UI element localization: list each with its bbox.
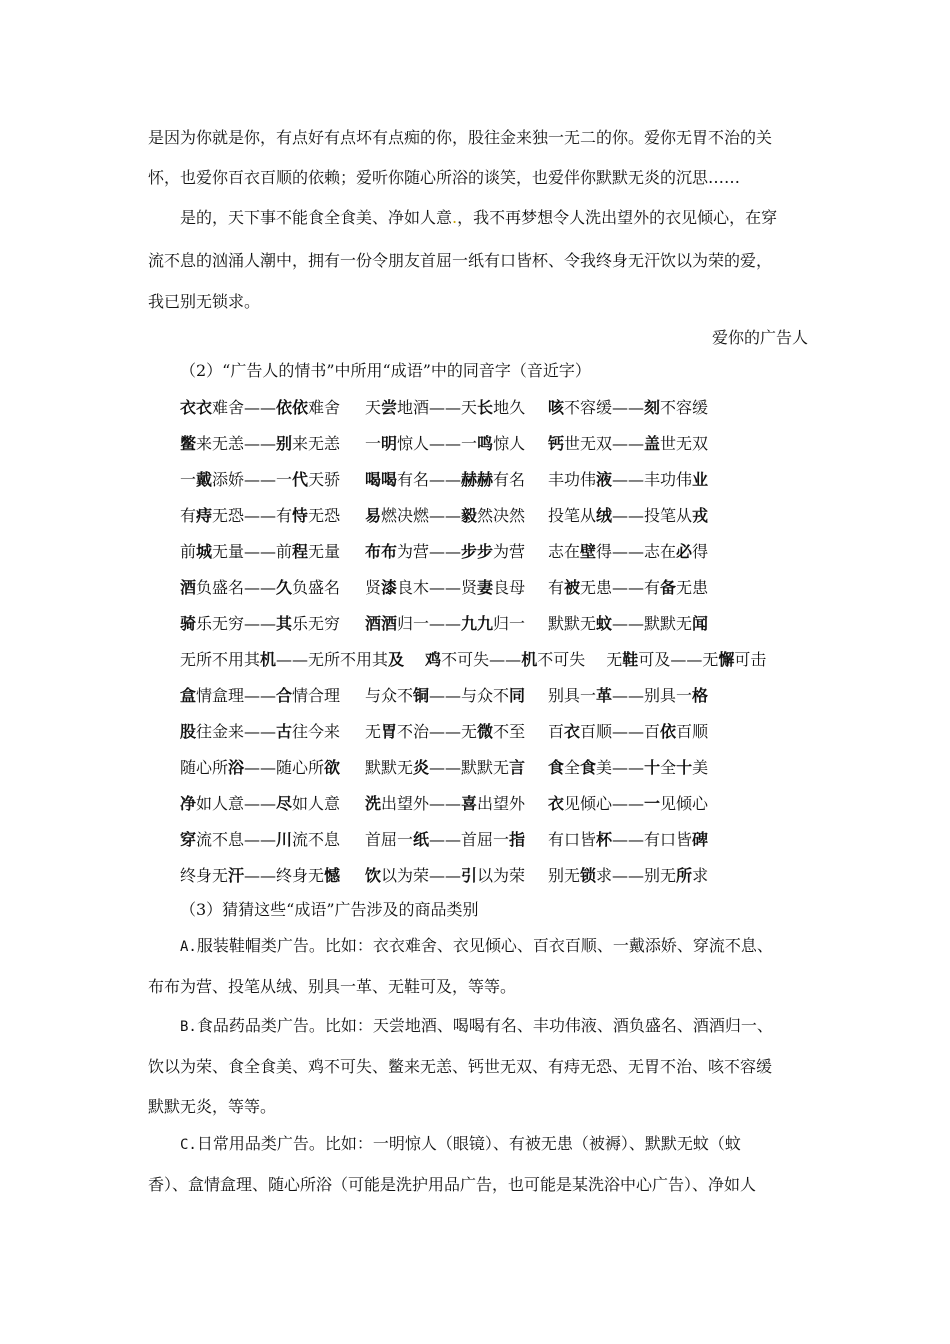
idiom-pair: 骑乐无穷——其乐无穷 <box>180 614 341 633</box>
category-b-line-3: 默默无炎，等等。 <box>148 1097 277 1116</box>
idiom-pair: 衣衣难舍——依依难舍 <box>180 398 341 417</box>
intro-line-3-b: ，我不再梦想令人洗出望外的衣见倾心，在穿 <box>457 208 778 227</box>
category-a-line-2: 布布为营、投笔从绒、别具一革、无鞋可及，等等。 <box>148 977 517 996</box>
category-c-line-2: 香）、盒情盒理、随心所浴（可能是洗护用品广告，也可能是某洗浴中心广告）、净如人 <box>148 1175 757 1194</box>
idiom-pair: 终身无汗——终身无憾 <box>180 866 341 885</box>
idiom-pair: 丰功伟液——丰功伟业 <box>548 470 709 489</box>
idiom-pair: 首屈一纸——首屈一指 <box>365 830 526 849</box>
intro-line-3 <box>180 205 840 228</box>
category-c-text-1: 日常用品类广告。比如：一明惊人（眼镜）、有被无患（被褥）、默默无蚊（蚊 <box>196 1134 741 1153</box>
category-a-line-1 <box>180 933 840 956</box>
category-b-label: B. <box>180 1019 197 1035</box>
idiom-pair: 穿流不息——川流不息 <box>180 830 341 849</box>
idiom-pair: 志在壁得——志在必得 <box>548 542 709 561</box>
idiom-row-special: 无所不用其机——无所不用其及 鸡不可失——机不可失 无鞋可及——无懈可击 <box>180 650 767 669</box>
section-2-title: （2）“广告人的情书”中所用“成语”中的同音字（音近字） <box>180 361 591 380</box>
idiom-pair: 有痔无恐——有恃无恐 <box>180 506 341 525</box>
intro-line-2: 怀，也爱你百衣百顺的依赖；爱听你随心所浴的谈笑，也爱伴你默默无炎的沉思…… <box>148 168 741 187</box>
idiom-pair: 默默无蚊——默默无闻 <box>548 614 709 633</box>
idiom-pair: 衣见倾心——一见倾心 <box>548 794 709 813</box>
idiom-pair: 洗出望外——喜出望外 <box>365 794 526 813</box>
idiom-pair: 净如人意——尽如人意 <box>180 794 341 813</box>
idiom-pair: 投笔从绒——投笔从戎 <box>548 506 709 525</box>
idiom-pair: 饮以为荣——引以为荣 <box>365 866 526 885</box>
category-b-text-1: 食品药品类广告。比如：天尝地酒、喝喝有名、丰功伟液、酒负盛名、酒酒归一、 <box>196 1016 773 1035</box>
category-a-text-1: 服装鞋帽类广告。比如：衣衣难舍、衣见倾心、百衣百顺、一戴添娇、穿流不息、 <box>196 936 773 955</box>
idiom-pair: 一戴添娇——一代天骄 <box>180 470 341 489</box>
intro-line-1: 是因为你就是你，有点好有点坏有点痴的你，股往金来独一无二的你。爱你无胃不治的关 <box>148 128 773 147</box>
idiom-pair: 无胃不治——无微不至 <box>365 722 526 741</box>
idiom-pair: 有被无患——有备无患 <box>548 578 709 597</box>
idiom-pair: 一明惊人——一鸣惊人 <box>365 434 526 453</box>
category-a-label: A. <box>180 939 197 955</box>
intro-line-4: 流不息的汹涌人潮中，拥有一份令朋友首屈一纸有口皆杯、令我终身无汗饮以为荣的爱， <box>148 251 773 270</box>
idiom-pair: 股往金来——古往今来 <box>180 722 341 741</box>
idiom-pair: 别无锁求——别无所求 <box>548 866 709 885</box>
category-b-line-1 <box>180 1013 840 1036</box>
idiom-pair: 布布为营——步步为营 <box>365 542 526 561</box>
idiom-pair: 盒情盒理——合情合理 <box>180 686 341 705</box>
idiom-pair: 酒酒归一——九九归一 <box>365 614 526 633</box>
idiom-pair: 别具一革——别具一格 <box>548 686 709 705</box>
signature: 爱你的广告人 <box>711 328 808 347</box>
idiom-pair: 百衣百顺——百依百顺 <box>548 722 709 741</box>
section-3-title: （3）猜猜这些“成语”广告涉及的商品类别 <box>180 900 479 919</box>
idiom-pair: 鳖来无恙——别来无恙 <box>180 434 341 453</box>
intro-line-5: 我已别无锁求。 <box>148 292 261 311</box>
idiom-pair: 贤漆良木——贤妻良母 <box>365 578 526 597</box>
intro-dot: . <box>452 208 458 227</box>
category-c-line-1 <box>180 1131 840 1154</box>
idiom-pair: 有口皆杯——有口皆碑 <box>548 830 709 849</box>
category-c-label: C. <box>180 1137 197 1153</box>
category-b-line-2: 饮以为荣、食全食美、鸡不可失、鳖来无恙、钙世无双、有痔无恐、无胃不治、咳不容缓 <box>148 1057 773 1076</box>
intro-line-3-a: 是的，天下事不能食全食美、净如人意 <box>180 208 453 227</box>
idiom-pair: 易燃决燃——毅然决然 <box>365 506 526 525</box>
idiom-pair: 天尝地酒——天长地久 <box>365 398 526 417</box>
idiom-pair: 食全食美——十全十美 <box>548 758 709 777</box>
idiom-pair: 钙世无双——盖世无双 <box>548 434 709 453</box>
idiom-pair: 酒负盛名——久负盛名 <box>180 578 341 597</box>
idiom-pair: 随心所浴——随心所欲 <box>180 758 341 777</box>
idiom-pair: 咳不容缓——刻不容缓 <box>548 398 709 417</box>
idiom-pair: 与众不铜——与众不同 <box>365 686 526 705</box>
idiom-pair: 默默无炎——默默无言 <box>365 758 526 777</box>
idiom-pair: 喝喝有名——赫赫有名 <box>365 470 526 489</box>
idiom-pair: 前城无量——前程无量 <box>180 542 341 561</box>
